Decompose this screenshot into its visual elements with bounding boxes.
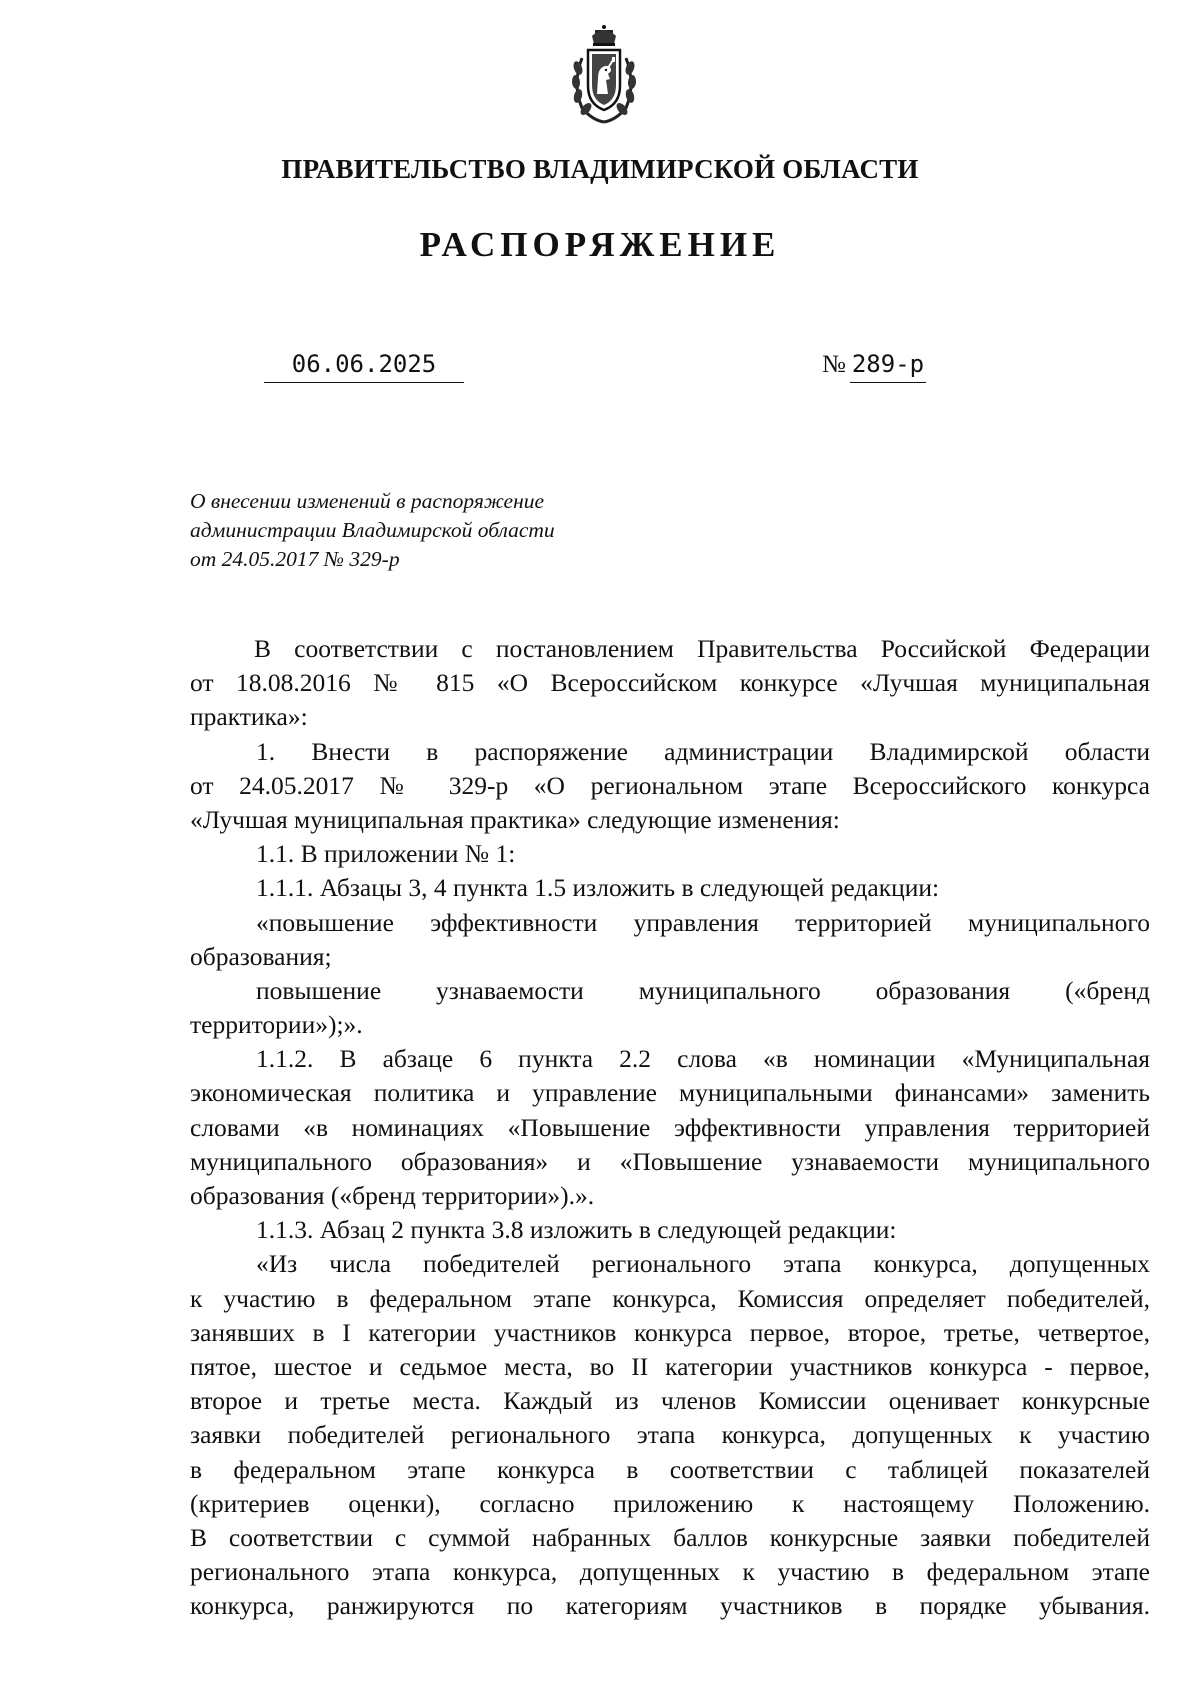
body-line: В соответствии с постановлением Правительства Российской Федерации: [254, 634, 1150, 663]
body-line: муниципального образования» и «Повышение узнаваемости муниципального: [190, 1146, 1150, 1176]
subject-line: О внесении изменений в распоряжение: [190, 489, 545, 513]
body-line: в федеральном этапе конкурса в соответствии с таблицей показателей: [190, 1454, 1150, 1484]
body-line: конкурса, ранжируются по категориям участников в порядке убывания.: [190, 1591, 1150, 1621]
body-line: практика»:: [190, 702, 308, 732]
document-number: [822, 350, 926, 383]
crown-icon: [592, 25, 616, 46]
document-body: [190, 632, 1150, 1623]
body-line: территории»);».: [190, 1010, 363, 1040]
body-line: образования («бренд территории»).».: [190, 1181, 595, 1210]
body-line: регионального этапа конкурса, допущенных к участию в федеральном этапе: [190, 1557, 1150, 1587]
body-line: второе и третье места. Каждый из членов Комиссии оценивает конкурсные: [190, 1386, 1150, 1416]
document-subject: [190, 487, 650, 574]
vladimir-coat-of-arms-icon: [568, 24, 640, 124]
body-line: пятое, шестое и седьмое места, во II категории участников конкурса - первое,: [190, 1351, 1150, 1381]
number-value: 289-р: [850, 350, 926, 383]
body-line: заявки победителей регионального этапа конкурса, допущенных к участию: [190, 1420, 1150, 1450]
body-line: к участию в федеральном этапе конкурса, Комиссия определяет победителей,: [190, 1283, 1150, 1313]
body-line: занявших в I категории участников конкурса первое, второе, третье, четвертое,: [190, 1317, 1150, 1347]
number-sign: №: [822, 351, 846, 378]
body-line: 1.1.3. Абзац 2 пункта 3.8 изложить в следующей редакции:: [256, 1215, 897, 1245]
body-line: «Из числа победителей регионального этапа конкурса, допущенных: [256, 1249, 1150, 1279]
body-line: словами «в номинациях «Повышение эффективности управления территорией: [190, 1112, 1150, 1142]
body-line: 1. Внести в распоряжение администрации Владимирской области: [256, 736, 1150, 766]
body-line: повышение узнаваемости муниципального образования («бренд: [256, 975, 1150, 1005]
document-date: [264, 350, 464, 383]
body-line: «Лучшая муниципальная практика» следующие изменения:: [190, 804, 840, 834]
body-line: образования;: [190, 941, 332, 971]
body-line: (критериев оценки), согласно приложению к настоящему Положению.: [190, 1488, 1150, 1518]
subject-line: от 24.05.2017 № 329-р: [190, 547, 400, 571]
body-line: от 18.08.2016 № 815 «О Всероссийском конкурсе «Лучшая муниципальная: [190, 668, 1150, 698]
body-line: от 24.05.2017 № 329-р «О региональном этапе Всероссийского конкурса: [190, 770, 1150, 800]
body-line: «повышение эффективности управления территорией муниципального: [256, 907, 1150, 937]
document-type-heading: РАСПОРЯЖЕНИЕ: [419, 225, 781, 264]
body-line: 1.1. В приложении № 1:: [256, 839, 516, 869]
date-value: 06.06.2025: [291, 350, 437, 378]
body-line: 1.1.2. В абзаце 6 пункта 2.2 слова «в номинации «Муниципальная: [256, 1044, 1150, 1074]
shield-icon: [588, 50, 620, 110]
body-line: В соответствии с суммой набранных баллов конкурсные заявки победителей: [190, 1522, 1150, 1552]
organization-title: ПРАВИТЕЛЬСТВО ВЛАДИМИРСКОЙ ОБЛАСТИ: [281, 154, 919, 184]
body-line: экономическая политика и управление муниципальными финансами» заменить: [190, 1078, 1150, 1108]
subject-line: администрации Владимирской области: [190, 518, 555, 542]
body-line: 1.1.1. Абзацы 3, 4 пункта 1.5 изложить в следующей редакции:: [256, 873, 940, 903]
